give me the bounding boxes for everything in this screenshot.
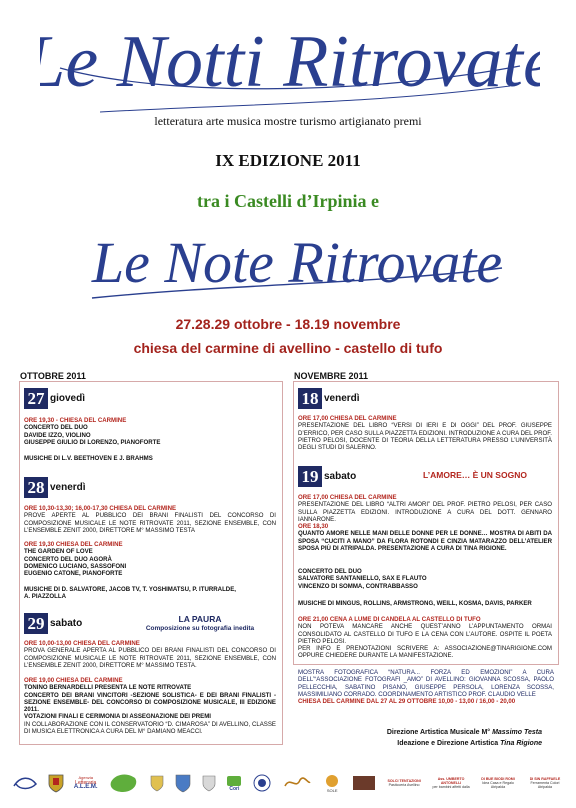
event-block	[298, 415, 552, 451]
day-19-header	[298, 466, 356, 487]
event-block	[298, 616, 552, 660]
sponsor-text: DI SIN RAFFAELE	[529, 776, 561, 781]
event-line: IN COLLABORAZIONE CON IL CONSERVATORIO “D. CIMAROSA” DI AVELLINO, CLASSE DI MUSICA ELETTRONICA A CURA DEL M° DAMIANO MEACCI.	[24, 720, 276, 736]
mostra-description: MOSTRA FOTOGRAFICA “NATURA... FORZA ED EMOZIONI” A CURA DELL’“ASSOCIAZIONE FOTOGRAFI _AMO” DI AVELLINO: GIOVANNA SCOSSA, PAOLO PELLECCHIA, SABATINO PISANO, GIUSEPPE PERSOLA, LORENZA SCOSSA, MASSIMILIANO CORRADO. COORDINAMENTO ARTISTICO PROF. CLAUDIO VELLE	[298, 669, 554, 698]
sponsor-text: SOLCI TENTAZIONI	[387, 778, 421, 783]
credit-label: Ideazione e Direzione Artistica	[397, 740, 499, 747]
event-block	[298, 568, 552, 590]
sponsor-text: Letteraria	[75, 779, 97, 786]
event-line: VINCENZO DI SOMMA, CONTRABBASSO	[298, 582, 418, 590]
event-line: CONCERTO DEL DUO	[298, 568, 362, 575]
event-block	[24, 541, 276, 577]
event-block	[24, 586, 276, 601]
october-panel	[19, 381, 283, 745]
event-line: CONCERTO DEI BRANI VINCITORI -SEZIONE SOLISTICA- E DEI BRANI FINALISTI -SEZIONE ENSEMBLE- DEL CONCORSO DI COMPOSIZIONE MUSICALE, III EDIZIONE 2011.	[24, 691, 276, 714]
sponsor-logo	[201, 774, 217, 792]
edition-title: IX EDIZIONE 2011	[215, 151, 361, 170]
sun-logo-icon	[321, 773, 343, 789]
event-line: MUSICHE DI D. SALVATORE, JACOB TV, T. YOSHIMATSU, P. ITURRALDE,	[24, 586, 236, 593]
event-block	[298, 494, 552, 523]
sponsor-text: Agenzia	[78, 775, 93, 781]
event-line: DOMENICO LUCIANO, SASSOFONI	[24, 562, 127, 570]
cori-logo-icon	[226, 775, 242, 787]
photo-logo-icon	[352, 775, 376, 791]
event-block	[298, 523, 552, 552]
day-29-header	[24, 613, 82, 634]
sponsor-text: Ass. UMBERTO ANTONELLI	[437, 776, 465, 785]
day-28-header	[24, 477, 86, 498]
november-panel	[293, 381, 559, 665]
secondary-logo	[82, 224, 512, 304]
event-line: CONCERTO DEL DUO	[24, 424, 88, 432]
event-time: ORE 19,00 CHIESA DEL CARMINE	[24, 677, 123, 684]
event-block	[24, 640, 276, 669]
main-logo-graphic	[40, 8, 540, 116]
sponsor-idea-casa	[479, 777, 517, 790]
sponsor-text: Pasticceria Avellino	[388, 783, 420, 787]
mostra-dates: CHIESA DEL CARMINE DAL 27 AL 29 OTTOBRE 10,00 - 13,00 / 16,00 - 20,00	[298, 698, 516, 706]
event-description: NON POTEVA MANCARE ANCHE QUEST’ANNO L’APPUNTAMENTO ORMAI CONSOLIDATO AL CASTELLO DI TUFO E LA CENA CON L’AUTORE. OSPITE IL POETA PIETRO PELOSI.	[298, 623, 552, 645]
secondary-logo-text: Le Note Ritrovate	[91, 230, 503, 295]
sponsor-text: per bambini affetti dalla	[432, 785, 470, 790]
crest-icon	[201, 774, 217, 792]
sponsor-text: SOLE	[326, 787, 338, 793]
region-map-icon	[107, 772, 141, 794]
sponsor-text: A.L.E.M.	[73, 784, 98, 791]
sponsor-logo	[282, 774, 312, 792]
day-27-header	[24, 388, 85, 409]
artistic-direction-credit	[397, 740, 542, 747]
event-time: ORE 17,00 CHIESA DEL CARMINE	[298, 494, 397, 501]
sponsor-ferramenta	[526, 777, 564, 790]
day-name: venerdì	[324, 393, 360, 404]
event-dates: 27.28.29 ottobre - 18.19 novembre	[175, 316, 401, 332]
sponsor-logo	[12, 774, 38, 792]
sponsor-text: Atripalda	[490, 785, 506, 790]
crest-icon	[149, 774, 165, 792]
event-time: ORE 19,30 - CHIESA DEL CARMINE	[24, 417, 127, 424]
main-logo	[40, 8, 540, 116]
day-name: sabato	[324, 471, 357, 482]
day-number: 28	[24, 477, 48, 498]
event-time: ORE 21,00 CENA A LUME DI CANDELA AL CASTELLO DI TUFO	[298, 616, 481, 623]
day-number: 29	[24, 613, 48, 634]
secondary-logo-graphic	[82, 224, 512, 304]
sponsor-text: DI BUE BIODI ROMI	[481, 776, 515, 781]
day-name: giovedì	[50, 393, 86, 404]
event-block	[24, 417, 276, 446]
music-direction-credit	[387, 729, 542, 736]
castelli-subtitle: tra i Castelli d’Irpinia e	[197, 191, 379, 211]
coat-of-arms-icon	[47, 773, 65, 793]
sponsor-text: Ferramenta Colori Atripalda	[530, 780, 560, 790]
sponsor-text: Idea Casa e Regalo	[482, 780, 514, 785]
event-line: MUSICHE DI MINGUS, ROLLINS, ARMSTRONG, WEILL, KOSMA, DAVIS, PARKER	[298, 600, 532, 607]
event-block	[298, 600, 552, 607]
event-description: PER INFO E PRENOTAZIONI SCRIVERE A: ASSOCIAZIONE@TINARIGIONE.COM OPPURE CHIEDERE DURANTE LA MANIFESTAZIONE.	[298, 645, 552, 660]
event-description: PROVE APERTE AL PUBBLICO DEI BRANI FINALISTI DEL CONCORSO DI COMPOSIZIONE MUSICALE LE NOTE RITROVATE 2011, SEZIONE ENSEMBLE, CON L’ENSEMBLE ZENIT 2000, DIRETTORE M° MASSIMO TESTA	[24, 512, 276, 534]
script-logo-icon	[282, 774, 312, 792]
event-block	[24, 505, 276, 534]
day-name: sabato	[50, 618, 83, 629]
sponsor-logo	[352, 775, 376, 791]
event-description: PRESENTAZIONE DEL LIBRO “ALTRI AMORI” DEL PROF. PIETRO PELOSI, PER CASO SULLA PIAZZETTA EDIZIONI. INTRODUZIONE A CURA DEL DOTT. GENNARO IANNARONE.	[298, 501, 552, 523]
event-description: PROVA GENERALE APERTA AL PUBBLICO DEI BRANI FINALISTI DEL CONCORSO DI COMPOSIZIONE MUSICALE LE NOTE RITROVATE 2011, SEZIONE ENSEMBLE, CON L’ENSEMBLE ZENIT 2000, DIRETTORE M° MASSIMO TESTA.	[24, 647, 276, 669]
event-line: CONCERTO DEL DUO AGORÀ	[24, 555, 112, 563]
sponsor-alem	[74, 776, 98, 790]
event-block	[24, 455, 276, 462]
sponsor-text: Cori	[229, 785, 240, 792]
day-number: 19	[298, 466, 322, 487]
event-highlight-title: LA PAURA	[178, 614, 222, 624]
sponsor-logo	[251, 774, 273, 792]
day-number: 27	[24, 388, 48, 409]
event-line: A. PIAZZOLLA	[24, 593, 66, 601]
event-description: PRESENTAZIONE DEL LIBRO “VERSI DI IERI E DI OGGI” DEL PROF. GIUSEPPE D’ERRICO, PER CASO SULLA PIAZZETTA EDIZIONI. INTRODUZIONE A CURA DEL PROF. PIETRO PELOSI, DOCENTE DI TEORIA DELLA LETTERATURA PRESSO L’UNIVERSITÀ DEGLI STUDI DI SALERNO.	[298, 422, 552, 452]
sponsor-antonelli	[432, 777, 470, 790]
credit-name: Tina Rigione	[500, 740, 542, 747]
event-description: QUANTO AMORE NELLE MANI DELLE DONNE PER LE DONNE… MOSTRA DI ABITI DA SPOSA “CUCITI A MANO” DA FLORA ROTONDI E CINZIA MATARAZZO DELL’ATELIER SPOSA PIÙ DI ATRIPALDA. PRESENTAZIONE A CURA DI TINA RIGIONE.	[298, 530, 552, 552]
event-place: chiesa del carmine di avellino - castello di tufo	[133, 340, 443, 356]
sponsor-logo	[107, 772, 141, 794]
event-line: EUGENIO CATONE, PIANOFORTE	[24, 570, 123, 578]
sponsor-logo	[321, 773, 343, 794]
sponsor-bar	[12, 764, 564, 802]
event-line: VOTAZIONI FINALI E CERIMONIA DI ASSEGNAZIONE DEI PREMI	[24, 713, 211, 721]
sponsor-solci	[385, 779, 423, 787]
event-line: SALVATORE SANTANIELLO, SAX E FLAUTO	[298, 575, 427, 583]
swirl-logo-icon	[12, 774, 38, 792]
event-line: THE GARDEN OF LOVE	[24, 548, 93, 556]
month-october: OTTOBRE 2011	[20, 371, 86, 381]
event-highlight-title: L’AMORE… È UN SOGNO	[423, 470, 527, 480]
event-time: ORE 10,00-13,00 CHIESA DEL CARMINE	[24, 640, 140, 647]
event-line: MUSICHE DI L.V. BEETHOVEN E J. BRAHMS	[24, 455, 153, 462]
event-block	[24, 677, 276, 735]
mostra-block	[298, 669, 554, 705]
sponsor-logo	[47, 773, 65, 793]
main-logo-text: Le Notti Ritrovate	[40, 21, 540, 103]
tagline: letteratura arte musica mostre turismo artigianato premi	[154, 114, 422, 128]
sponsor-cori	[226, 775, 242, 792]
event-line: DAVIDE IZZO, VIOLINO	[24, 431, 91, 439]
month-november: NOVEMBRE 2011	[294, 371, 369, 381]
crest-icon	[174, 773, 192, 793]
credit-label: Direzione Artistica Musicale M°	[386, 729, 491, 736]
day-18-header	[298, 388, 360, 409]
event-time: ORE 10,30-13,30; 16,00-17,30 CHIESA DEL CARMINE	[24, 505, 177, 512]
sponsor-logo	[174, 773, 192, 793]
day-name: venerdì	[50, 482, 86, 493]
day-number: 18	[298, 388, 322, 409]
event-time: ORE 17,00 CHIESA DEL CARMINE	[298, 415, 397, 422]
sponsor-logo	[149, 774, 165, 792]
event-time: ORE 18,30	[298, 523, 329, 530]
credit-name: Massimo Testa	[492, 729, 542, 736]
event-line: TONINO BERNARDELLI PRESENTA LE NOTE RITROVATE	[24, 684, 192, 692]
event-highlight-subtitle: Composizione su fotografia inedita	[145, 625, 255, 632]
seal-icon	[251, 774, 273, 792]
event-time: ORE 19,30 CHIESA DEL CARMINE	[24, 541, 123, 548]
event-line: GIUSEPPE GIULIO DI LORENZO, PIANOFORTE	[24, 438, 161, 446]
